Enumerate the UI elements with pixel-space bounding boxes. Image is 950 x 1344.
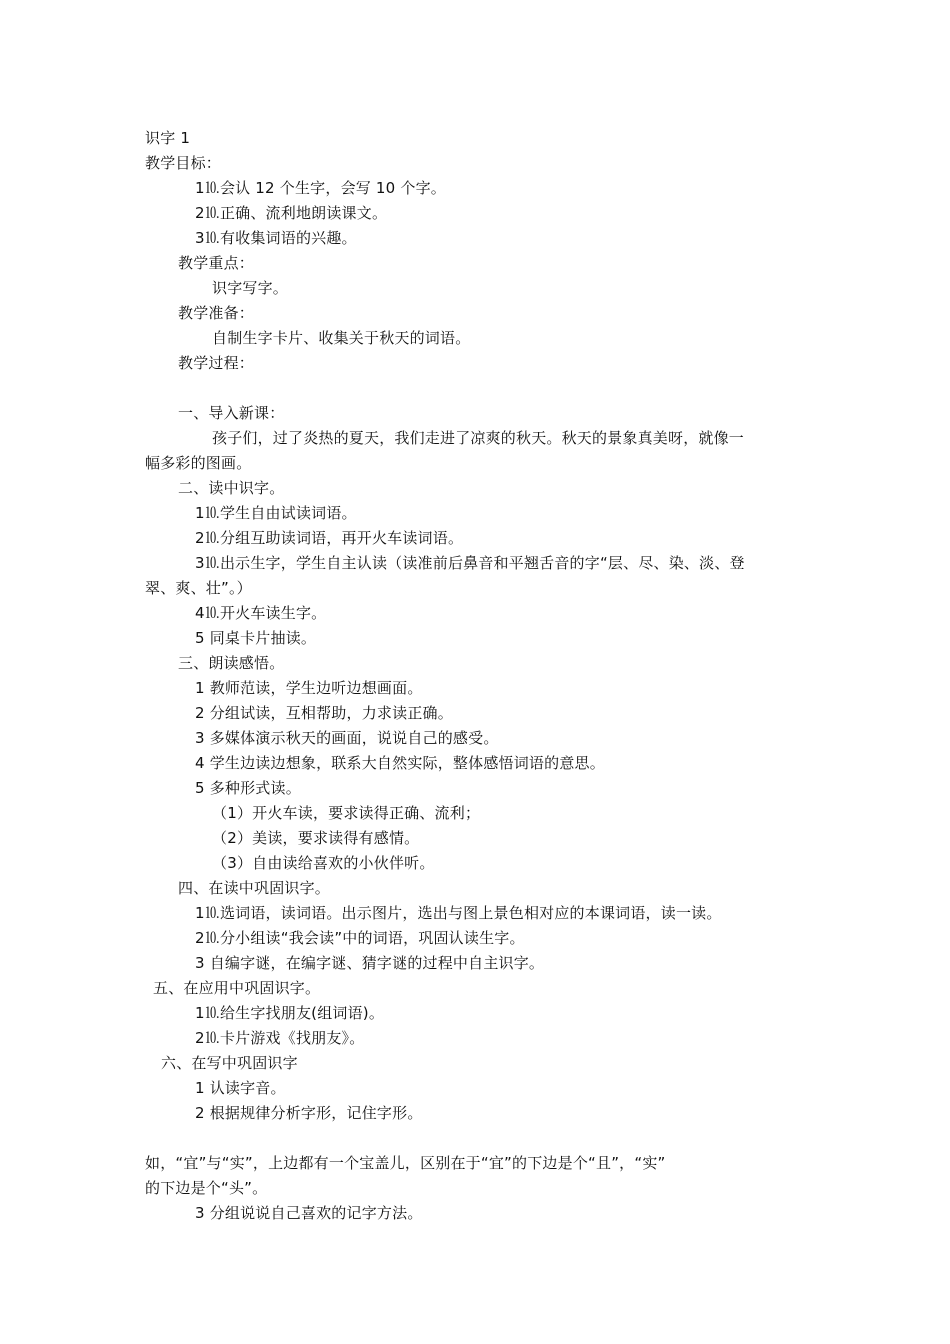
- section-4-item-3: 3 自编字谜，在编字谜、猜字谜的过程中自主识字。: [195, 954, 545, 972]
- goal-3: 3⒑有收集词语的兴趣。: [195, 229, 357, 247]
- section-6-item-2: 2 根据规律分析字形，记住字形。: [195, 1104, 423, 1122]
- section-3-item-3: 3 多媒体演示秋天的画面，说说自己的感受。: [195, 729, 499, 747]
- key-heading: 教学重点：: [178, 254, 255, 272]
- section-1-paragraph-line-1: 孩子们，过了炎热的夏天，我们走进了凉爽的秋天。秋天的景象真美呀，就像一: [212, 429, 745, 447]
- section-4-item-1: 1⒑选词语，读词语。出示图片，选出与图上景色相对应的本课词语，读一读。: [195, 904, 722, 922]
- section-3-item-2: 2 分组试读，互相帮助，力求读正确。: [195, 704, 453, 722]
- section-5-item-2: 2⒑卡片游戏《找朋友》。: [195, 1029, 365, 1047]
- process-heading: 教学过程：: [178, 354, 255, 372]
- section-5-heading: 五、在应用中巩固识字。: [153, 979, 321, 997]
- section-2-item-3-line-2: 翠、爽、壮”。）: [145, 579, 252, 597]
- section-2-heading: 二、读中识字。: [178, 479, 285, 497]
- section-4-item-2: 2⒑分小组读“我会读”中的词语，巩固认读生字。: [195, 929, 525, 947]
- section-3-subitem-1: （1）开火车读，要求读得正确、流利；: [212, 804, 481, 822]
- section-2-item-5: 5 同桌卡片抽读。: [195, 629, 317, 647]
- section-1-paragraph-line-2: 幅多彩的图画。: [145, 454, 252, 472]
- goals-heading: 教学目标：: [145, 154, 222, 172]
- section-3-item-4: 4 学生边读边想象，联系大自然实际，整体感悟词语的意思。: [195, 754, 605, 772]
- doc-title: 识字 1: [145, 129, 191, 147]
- section-2-item-1: 1⒑学生自由试读词语。: [195, 504, 357, 522]
- section-6-item-3: 3 分组说说自己喜欢的记字方法。: [195, 1204, 423, 1222]
- section-5-item-1: 1⒑给生字找朋友(组词语)。: [195, 1004, 385, 1022]
- section-3-item-1: 1 教师范读，学生边听边想画面。: [195, 679, 423, 697]
- key-text: 识字写字。: [212, 279, 289, 297]
- section-1-heading: 一、导入新课：: [178, 404, 285, 422]
- prep-heading: 教学准备：: [178, 304, 255, 322]
- section-3-subitem-3: （3）自由读给喜欢的小伙伴听。: [212, 854, 435, 872]
- section-3-subitem-2: （2）美读，要求读得有感情。: [212, 829, 420, 847]
- section-6-example-line-2: 的下边是个“头”。: [145, 1179, 268, 1197]
- section-2-item-4: 4⒑开火车读生字。: [195, 604, 327, 622]
- section-6-example-line-1: 如，“宜”与“实”，上边都有一个宝盖儿，区别在于“宜”的下边是个“且”，“实”: [145, 1154, 666, 1172]
- goal-1: 1⒑会认 12 个生字，会写 10 个字。: [195, 179, 446, 197]
- section-6-item-1: 1 认读字音。: [195, 1079, 286, 1097]
- prep-text: 自制生字卡片、收集关于秋天的词语。: [212, 329, 471, 347]
- section-3-heading: 三、朗读感悟。: [178, 654, 285, 672]
- section-2-item-3-line-1: 3⒑出示生字，学生自主认读（读准前后鼻音和平翘舌音的字“层、尽、染、淡、登: [195, 554, 745, 572]
- goal-2: 2⒑正确、流利地朗读课文。: [195, 204, 388, 222]
- section-6-heading: 六、在写中巩固识字: [161, 1054, 298, 1072]
- section-4-heading: 四、在读中巩固识字。: [178, 879, 331, 897]
- section-2-item-2: 2⒑分组互助读词语，再开火车读词语。: [195, 529, 464, 547]
- section-3-item-5: 5 多种形式读。: [195, 779, 301, 797]
